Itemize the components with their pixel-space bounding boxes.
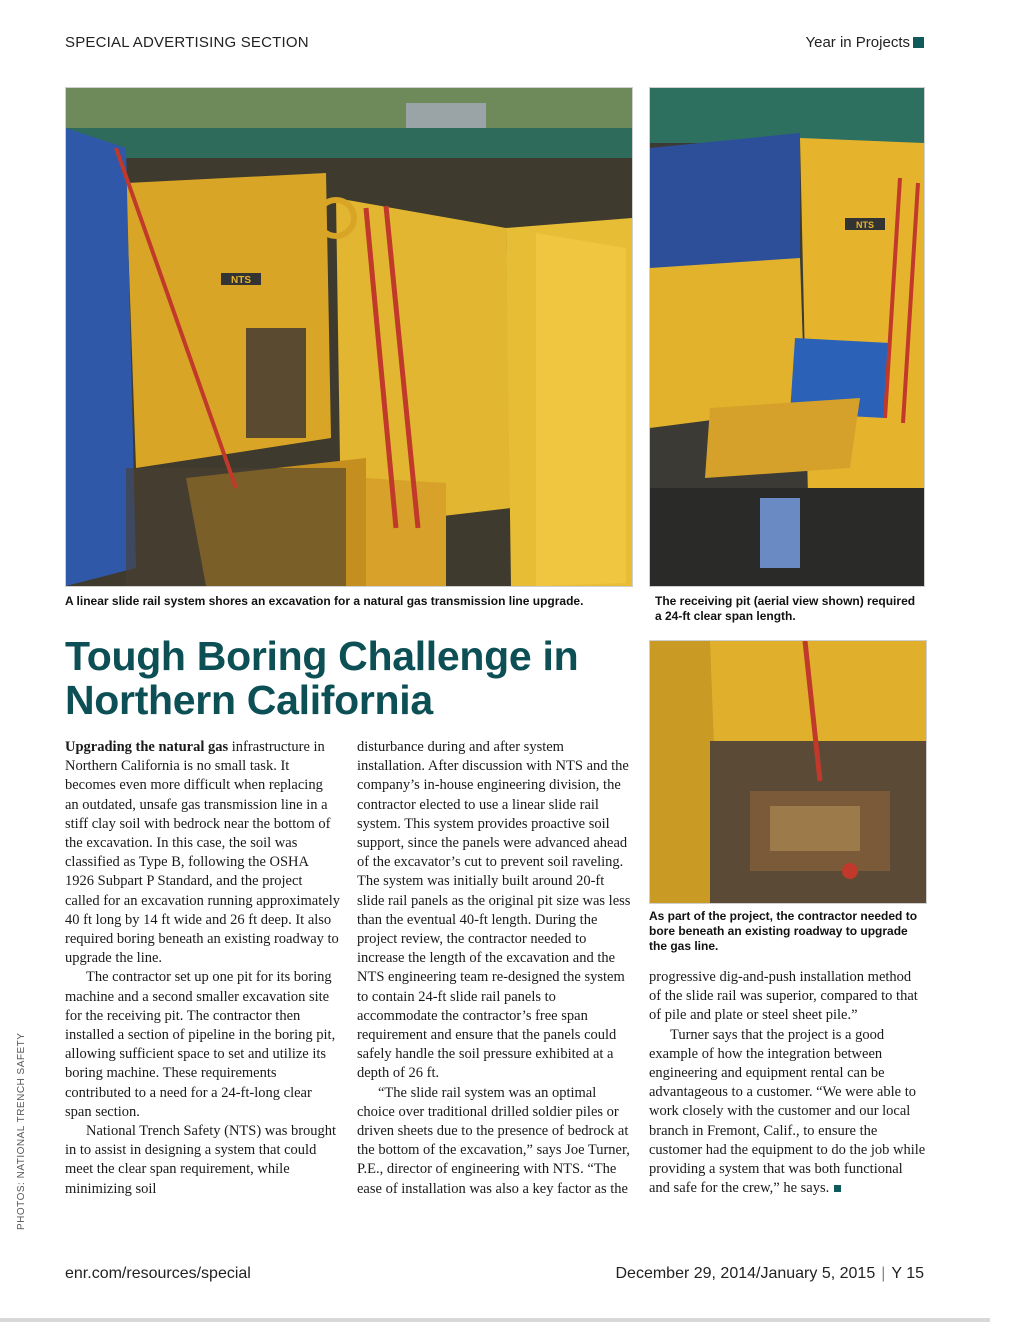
- photo-boring-machine: [649, 640, 927, 904]
- footer-issue: [615, 1265, 924, 1283]
- end-mark-icon: [834, 1185, 841, 1192]
- article-title: [65, 634, 645, 722]
- footer-date: December 29, 2014/January 5, 2015: [615, 1265, 876, 1282]
- nts-panel-label-pit: NTS: [856, 220, 874, 230]
- article-title-line-1: Tough Boring Challenge in: [65, 633, 579, 679]
- caption-boring: As part of the project, the contractor needed to bore beneath an existing roadway to upgrade the gas line.: [649, 909, 918, 953]
- lead-in: Upgrading the natural gas: [65, 739, 229, 755]
- article-column-1: [65, 738, 340, 1199]
- paragraph: [649, 1026, 926, 1199]
- paragraph: [65, 738, 340, 968]
- department-text: Year in Projects: [805, 34, 910, 51]
- footer-url: enr.com/resources/special: [65, 1265, 251, 1282]
- caption-receiving-pit: The receiving pit (aerial view shown) required a 24-ft clear span length.: [655, 594, 916, 623]
- accent-square-icon: [913, 37, 924, 48]
- article-column-2: [357, 738, 634, 1199]
- paragraph: The contractor set up one pit for its boring machine and a second smaller excavation site for the receiving pit. The contractor then installed a section of pipeline in the boring pit, allowing sufficient space to set and utilize its boring machine. These requirements contributed to a need for a 24-ft-long clear span section.: [65, 969, 336, 1120]
- caption-main: A linear slide rail system shores an excavation for a natural gas transmission line upgrade.: [65, 594, 584, 608]
- section-label: SPECIAL ADVERTISING SECTION: [65, 34, 309, 51]
- bottom-rule: [0, 1318, 990, 1322]
- nts-panel-label-main: NTS: [231, 275, 251, 286]
- paragraph-text: infrastructure in Northern California is no small task. It becomes even more difficult when replacing an outdated, unsafe gas transmission line in a stiff clay soil with bedrock near the bottom of the excavation. In this case, the soil was classified as Type B, following the OSHA 1926 Subpart P Standard, and the project called for an excavation running approximately 40 ft long by 14 ft wide and 26 ft deep. It also required boring beneath an existing roadway to upgrade the line.: [65, 739, 340, 967]
- department-label: [805, 34, 924, 51]
- article-column-3: [649, 968, 926, 1198]
- photo-credit: PHOTOS: NATIONAL TRENCH SAFETY: [16, 1032, 27, 1230]
- paragraph: disturbance during and after system installation. After discussion with NTS and the company’s in-house engineering division, the contractor elected to use a linear slide rail system. This system provides proactive soil support, since the panels were advanced ahead of the excavator’s cut to prevent soil raveling. The system was initially built around 20-ft slide rail panels as the original pit size was less than the eventual 40-ft length. During the project review, the contractor needed to increase the length of the excavation and the NTS engineering team re-designed the system to contain 24-ft slide rail panels to accommodate the contractor’s free span requirement and ensure that the panels could safely handle the soil pressure exhibited at a depth of 26 ft.: [357, 739, 631, 1082]
- paragraph-text: Turner says that the project is a good example of how the integration between engineering and equipment rental can be advantageous to a customer. “We were able to work closely with the customer and our local branch in Fremont, Calif., to ensure the customer had the equipment to do the job while providing a system that was both functional and safe for the crew,” he says.: [649, 1026, 926, 1197]
- photo-main-trench: [65, 87, 633, 587]
- paragraph: “The slide rail system was an optimal choice over traditional drilled soldier piles or driven sheets due to the presence of bedrock at the bottom of the excavation,” says Joe Turner, P.E., director of engineering with NTS. “The ease of installation was also a key factor as the: [357, 1084, 630, 1197]
- footer-divider: |: [881, 1265, 886, 1282]
- page-number: Y 15: [891, 1265, 924, 1282]
- article-title-line-2: Northern California: [65, 677, 433, 723]
- paragraph: progressive dig-and-push installation method of the slide rail was superior, compared to that of pile and plate or steel sheet pile.”: [649, 969, 918, 1024]
- photo-receiving-pit: [649, 87, 925, 587]
- paragraph: National Trench Safety (NTS) was brought in to assist in designing a system that could meet the clear span requirement, while minimizing soil: [65, 1123, 337, 1197]
